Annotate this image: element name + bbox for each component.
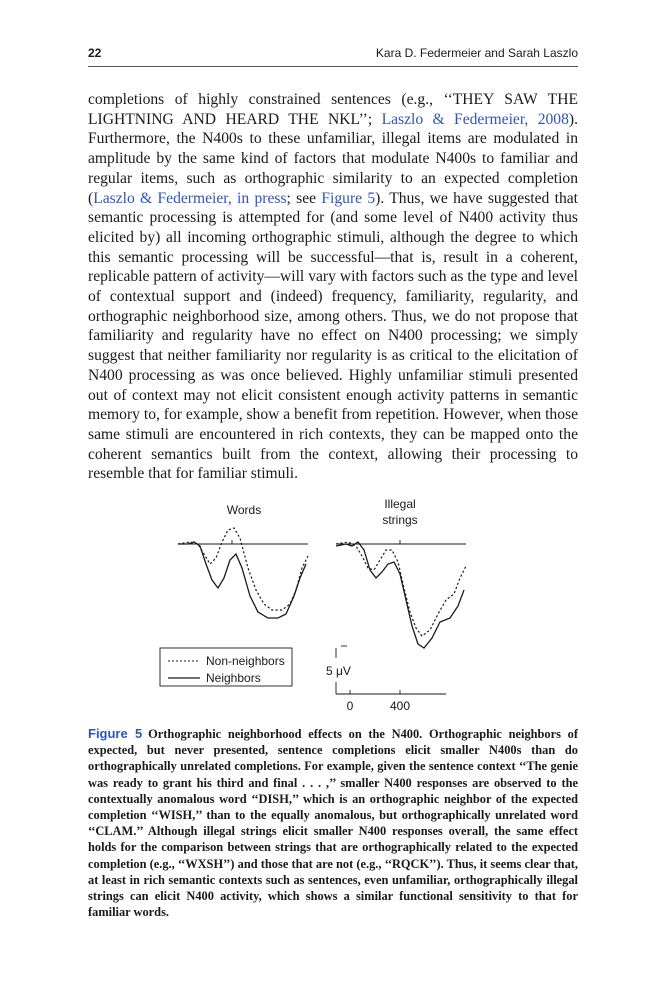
body-text-4: ). Thus, we have suggested that semantic processing is attempted for (and some level of N400 activity thus elicited by) all incoming orthographic stimuli, although the degree to which this semantic processing will be successful—that is, result in a coherent, replicable pattern of activity—will vary with factors such as the type and level of contextual support and (indeed) frequency, familiarity, regularity, and orthographic neighborhood size, among others. Thus, we do not propose that familiarity and regularity have no effect on N400 processing; we simply suggest that neither familiarity nor regularity is as critical to the elicitation of N400 processing as was once believed. Highly unfamiliar stimuli presented out of context may not elicit consistent enough activity patterns in semantic memory to, for example, show a benefit from repetition. However, when those same stimuli are encountered in rich contexts, they can be mapped onto the coherent semantics built from the context, allowing their processing to resemble that for familiar stimuli. [88, 189, 578, 483]
caption-figure-label: Figure 5 [88, 726, 143, 741]
page-number: 22 [88, 46, 102, 60]
caption-text: Orthographic neighborhood effects on the N400. Orthographic neighbors of expected, but never presented, sentence completions elicit smaller N400s than do orthographically unrelated completions. For example, given the sentence context ‘‘The genie was ready to grant his third and final . . . ,’’ smaller N400 responses are observed to the contextually anomalous word ‘‘DISH,’’ which is an orthographic neighbor of the expected completion ‘‘WISH,’’ than to the equally anomalous, but orthographically unrelated word ‘‘CLAM.’’ Although illegal strings elicit smaller N400 responses overall, the same effect holds for the comparison between strings that are orthographically related to the expected completion (e.g., ‘‘WXSH’’) and those that are not (e.g., ‘‘RQCK’’). Thus, it seems clear that, at least in rich semantic contexts such as sentences, even unfamiliar, orthographically illegal strings can elicit N400 activity, which shows a similar functional sensitivity to that for familiar words. [88, 727, 578, 920]
waveform-illegal-non-neighbors [336, 542, 466, 636]
figure-5-link[interactable]: Figure 5 [321, 189, 376, 207]
panel-title-words: Words [226, 503, 262, 517]
time-label-400: 400 [389, 699, 411, 713]
body-paragraph [88, 90, 578, 484]
body-text-1: completions of highly constrained sentences (e.g., ‘‘THEY SAW THE LIGHTNING AND HEARD THE NKL’’; [88, 91, 578, 128]
figure-5 [160, 498, 480, 718]
legend-label-non-neighbors: Non-neighbors [206, 654, 285, 668]
body-text-3: ; see [286, 189, 322, 207]
legend [160, 648, 292, 686]
scale-label-uv: 5 μV [326, 664, 351, 678]
panel-title-illegal-line2: strings [382, 513, 418, 527]
body-text-2: ). Furthermore, the N400s to these unfamiliar, illegal items are modulated in amplitude by the same kind of factors that modulate N400s to familiar and regular items, such as orthographic similarity to an expected completion ( [88, 110, 578, 207]
waveform-words-neighbors [178, 542, 306, 618]
waveform-illegal-neighbors [336, 542, 464, 648]
time-label-0: 0 [346, 699, 354, 713]
waveform-words-non-neighbors [178, 528, 308, 610]
scale-bar [326, 646, 446, 713]
legend-label-neighbors: Neighbors [206, 671, 261, 685]
erp-figure [160, 498, 480, 718]
running-header [88, 44, 578, 67]
figure-caption [88, 726, 578, 920]
citation-link-in-press[interactable]: Laszlo & Federmeier, in press [93, 189, 287, 207]
running-head-authors: Kara D. Federmeier and Sarah Laszlo [375, 46, 578, 60]
panel-title-illegal-line1: Illegal [384, 497, 416, 511]
citation-link-2008[interactable]: Laszlo & Federmeier, 2008 [381, 110, 569, 128]
